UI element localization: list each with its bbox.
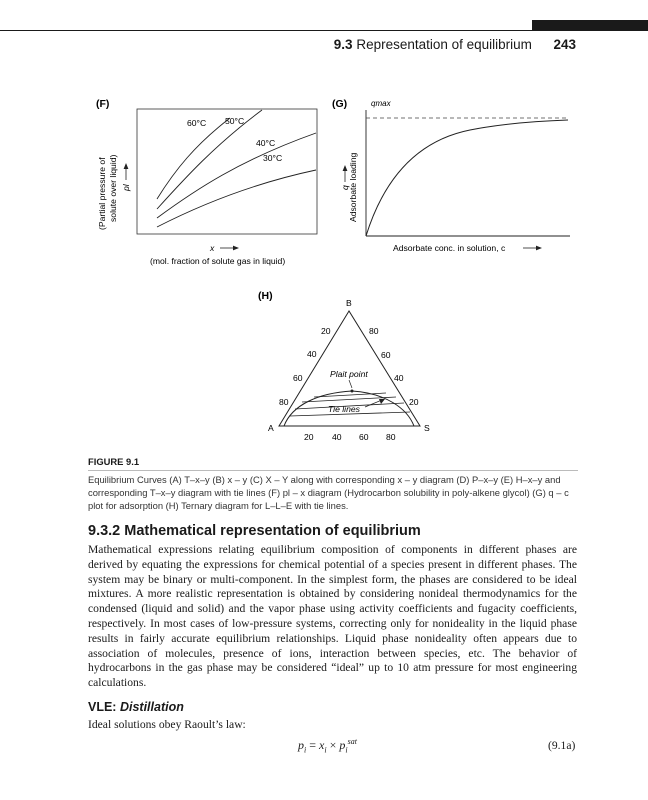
bottom-tick-80: 80: [386, 432, 396, 442]
figure-f-frame: [137, 109, 317, 234]
adsorption-isotherm: [366, 120, 568, 236]
eq-x-sub: i: [324, 745, 327, 755]
section-number: 9.3: [333, 37, 353, 52]
vertex-s: S: [424, 423, 430, 433]
eq-x: x: [319, 738, 325, 752]
label-50c: 50°C: [225, 116, 245, 126]
curve-30c: [157, 170, 316, 227]
label-60c: 60°C: [187, 118, 207, 128]
right-tick-80: 80: [369, 326, 379, 336]
curve-60c: [157, 118, 230, 199]
equation-9-1a: [298, 737, 357, 754]
subsection-prefix: VLE:: [88, 700, 117, 714]
subsection-title: Distillation: [119, 700, 184, 714]
qmax-label: qmax: [371, 99, 391, 108]
figure-f-xarrow-head: [233, 246, 239, 251]
figure-g-label: (G): [332, 98, 348, 110]
left-tick-80: 80: [279, 397, 289, 407]
label-30c: 30°C: [263, 153, 283, 163]
bottom-tick-60: 60: [359, 432, 369, 442]
bottom-tick-40: 40: [332, 432, 342, 442]
section-heading: 9.3.2 Mathematical representation of equilibrium: [88, 523, 421, 539]
figure-g-yarrow-head: [343, 165, 348, 171]
tie-lines-pointer: [365, 400, 382, 407]
figure-g-xarrow-head: [536, 246, 542, 251]
curve-50c: [157, 110, 262, 209]
subsection-heading: [88, 700, 184, 714]
figure-f-label: (F): [96, 98, 110, 110]
body-paragraph: Mathematical expressions relating equilibrium composition of components in different phases are derived by equating the expressions for chemical potential of a species present in different phases. The system may be binary or multi-component. In the simplest form, the phases are considered to be ideal mixtures. A more realistic representation is obtained by considering nonideal thermodynamics for the condensed (liquid and solid) and the vapor phase using activity coefficients and fugacity coefficients, respectively. In most cases of low-pressure systems, correcting only for nonideality in the liquid phase results in fairly accurate equilibrium relationships. Liquid phase nonideality often appears due to association of molecules, presence of ions, interaction between species, etc. The behavior of hydrocarbons in the gas phase may be considered “ideal” up to 10 atm pressure for most engineering calculations.: [88, 543, 577, 690]
figure-f-xlabel: (mol. fraction of solute gas in liquid): [150, 256, 286, 266]
figure-f: [96, 98, 317, 266]
raoult-lead-text: Ideal solutions obey Raoult’s law:: [88, 718, 246, 731]
right-tick-40: 40: [394, 373, 404, 383]
plait-point-pointer: [349, 380, 352, 388]
figure-f-yarrow-head: [124, 163, 129, 169]
bottom-tick-20: 20: [304, 432, 314, 442]
plait-point-marker: [351, 390, 354, 393]
equation-number: (9.1a): [548, 739, 576, 752]
eq-times: ×: [329, 738, 337, 752]
figure-f-ylabel-1: (Partial pressure of: [97, 157, 107, 230]
plait-point-label: Plait point: [330, 369, 368, 379]
tie-lines-label: Tie lines: [328, 404, 360, 414]
figure-g-ysymbol: q: [340, 185, 350, 190]
right-tick-20: 20: [409, 397, 419, 407]
vertex-a: A: [268, 423, 274, 433]
tie-lines-pointer-head: [379, 399, 385, 404]
page-number: 243: [553, 37, 576, 52]
figure-g-ylabel: Adsorbate loading: [348, 152, 358, 222]
figure-caption: [88, 455, 578, 512]
left-tick-60: 60: [293, 373, 303, 383]
figure-g-xlabel: Adsorbate conc. in solution, c: [393, 243, 506, 253]
figure-g: [332, 98, 570, 253]
left-tick-40: 40: [307, 349, 317, 359]
figure-h: [258, 290, 430, 442]
figure-h-label: (H): [258, 290, 273, 302]
label-40c: 40°C: [256, 138, 276, 148]
eq-p-sup: sat: [347, 737, 357, 746]
left-tick-20: 20: [321, 326, 331, 336]
section-title: Representation of equilibrium: [356, 37, 532, 52]
eq-lhs-sub: i: [304, 745, 307, 755]
figure-f-xsymbol: x: [210, 243, 215, 253]
figure-caption-text: Equilibrium Curves (A) T–x–y (B) x – y (C) X – Y along with corresponding x – y diagram (D) P–x–y (E) H–x–y and corresponding T–x–y diagram with tie lines (F) pl – x diagram (Hydrocarbon solubility in poly-alkene glycol) (G) q – c plot for adsorption (H) Ternary diagram for L–L–E with tie lines.: [88, 474, 569, 511]
vertex-b: B: [346, 298, 352, 308]
eq-p-sub: i: [345, 745, 348, 755]
eq-lhs: p: [298, 738, 304, 752]
eq-p: p: [339, 738, 346, 752]
eq-equals: =: [309, 738, 317, 752]
figure-f-ysymbol: pl: [121, 184, 131, 191]
right-tick-60: 60: [381, 350, 391, 360]
figure-f-ylabel-2: solute over liquid): [108, 154, 118, 222]
figure-caption-label: FIGURE 9.1: [88, 455, 578, 471]
